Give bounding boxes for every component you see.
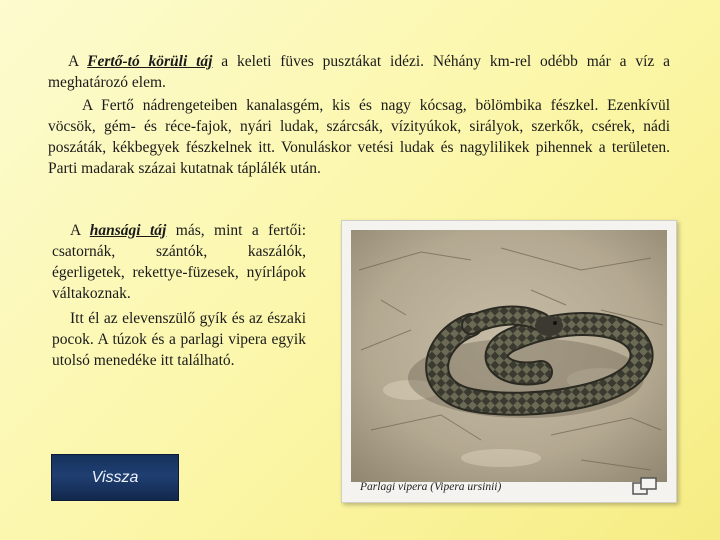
intro-rest: a keleti füves pusztákat idézi. Néhány km-rel odébb már a víz a meghatározó elem.: [48, 53, 671, 91]
photo-frame: [341, 220, 677, 503]
hansag-paragraph: [52, 220, 306, 304]
photo-caption: Parlagi vipera (Vipera ursinii): [360, 481, 502, 493]
term-ferto-landscape: Fertő-tó körüli táj: [87, 53, 213, 70]
back-button[interactable]: Vissza: [51, 454, 179, 501]
hansag-prefix: A: [70, 222, 90, 239]
fauna-paragraph: Itt él az elevenszülő gyík és az északi pocok. A túzok és a parlagi vipera egyik utolsó menedéke itt található.: [52, 310, 306, 369]
intro-prefix: A: [68, 53, 88, 70]
viper-photo: [351, 230, 667, 482]
enlarge-icon[interactable]: [632, 476, 658, 496]
hansag-rest: más, mint a fertői: csatornák, szántók, kaszálók, égerligetek, rekettye-füzesek, nyírlápok váltakoznak.: [52, 222, 306, 302]
intro-paragraph: [48, 51, 670, 93]
birds-paragraph: A Fertő nádrengeteiben kanalasgém, kis és nagy kócsag, bölömbika fészkel. Ezenkívül vöcsök, gém- és réce-fajok, nyári ludak, szárcsák, vízityúkok, sirályok, szerkők, csérek, nádi poszáták, kékbegyek fészkelnek itt. Vonuláskor vetési ludak és nagylilikek pihennek a területen. Parti madarak százai kutatnak táplálék után.: [48, 97, 670, 177]
term-hansag-landscape: hansági táj: [89, 222, 167, 239]
